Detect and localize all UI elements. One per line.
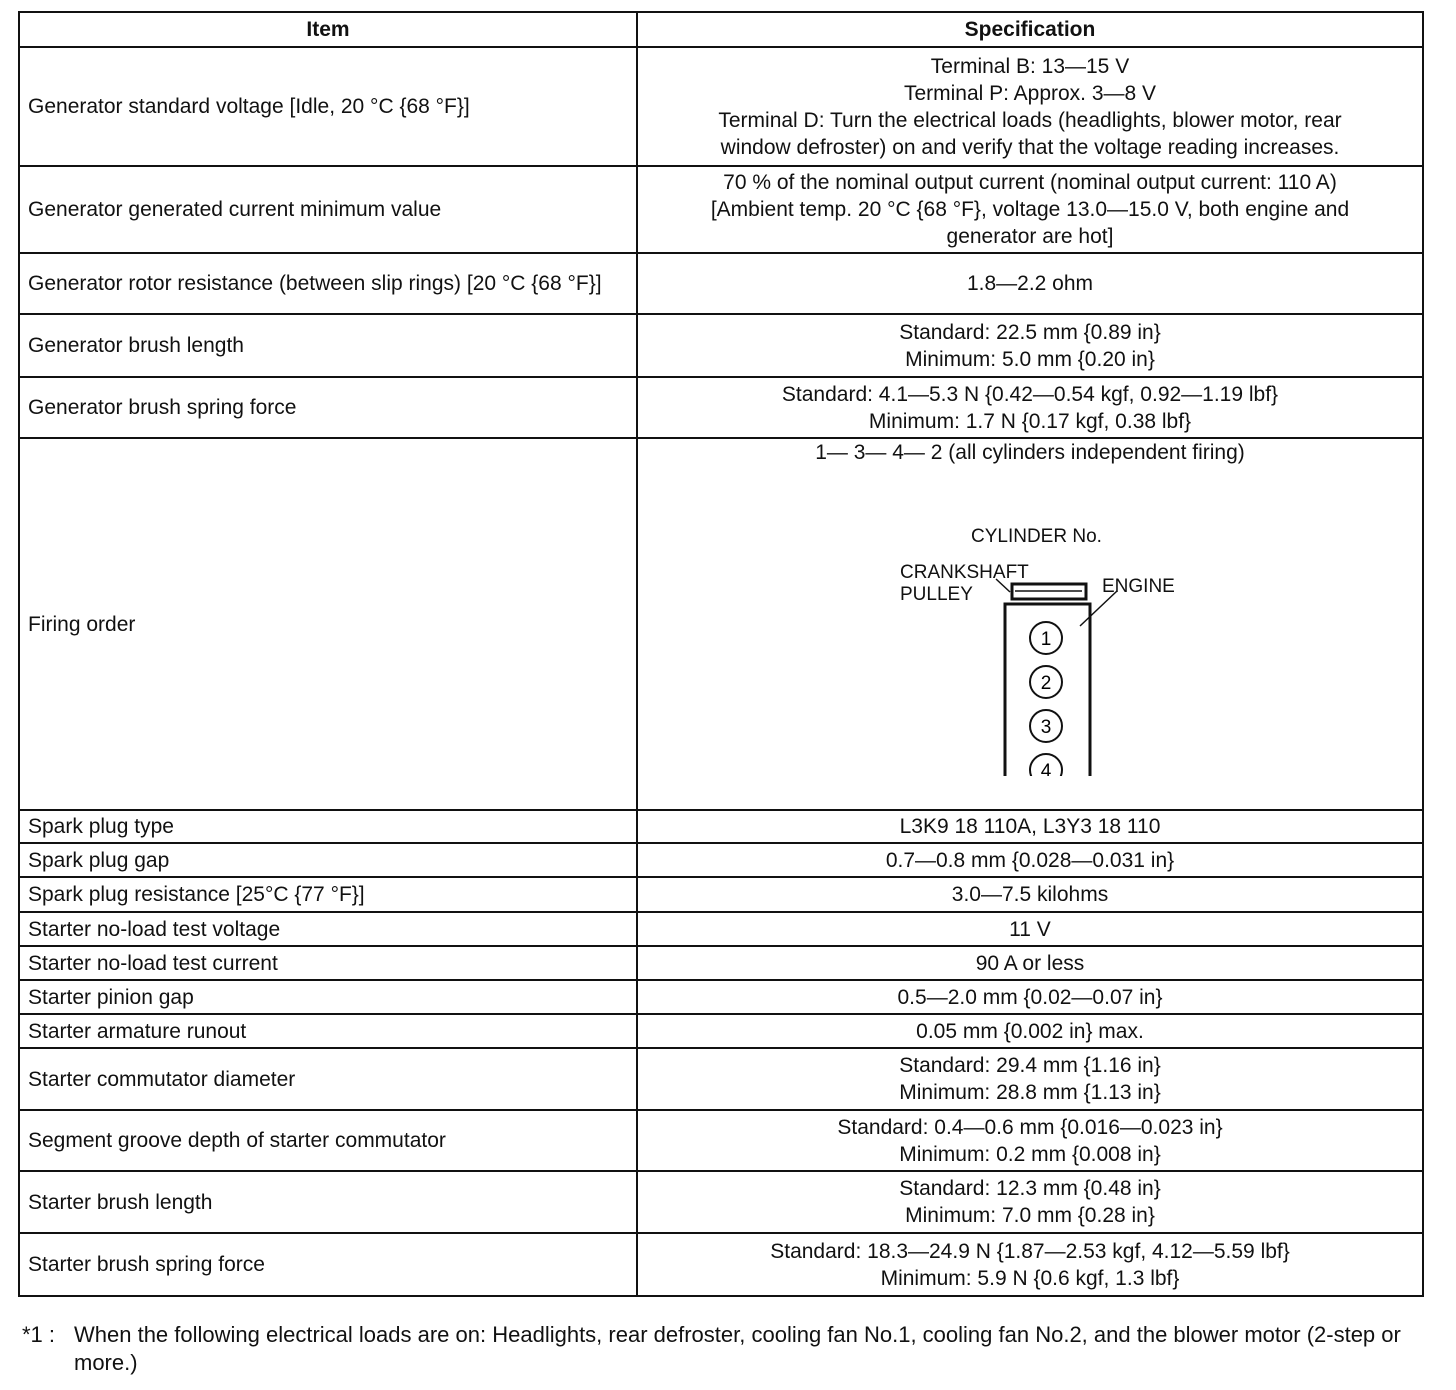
spec-line: 1.8—2.2 ohm: [966, 272, 1094, 295]
spec-cell: [637, 1171, 1423, 1233]
table-row: [19, 438, 1423, 810]
table-row: [19, 946, 1423, 980]
spec-cell: [637, 912, 1423, 946]
table-row: [19, 877, 1423, 912]
spec-line: Standard: 29.4 mm {1.16 in}: [899, 1054, 1161, 1077]
cylinder-number: 3: [1040, 717, 1052, 738]
table-row: [19, 912, 1423, 946]
spec-cell: [637, 1014, 1423, 1048]
table-row: [19, 47, 1423, 166]
item-cell: Generator standard voltage [Idle, 20 °C {68 °F}]: [19, 47, 637, 166]
table-row: [19, 1110, 1423, 1171]
spec-line: 90 A or less: [975, 951, 1085, 975]
spec-line: 0.05 mm {0.002 in} max.: [916, 1019, 1144, 1043]
table-row: [19, 166, 1423, 253]
spec-cell: [637, 377, 1423, 438]
spec-line: Standard: 0.4—0.6 mm {0.016—0.023 in}: [837, 1115, 1223, 1139]
spec-line: window defroster) on and verify that the voltage reading increases.: [720, 135, 1340, 159]
item-cell: Spark plug gap: [19, 843, 637, 877]
footnote: [22, 1321, 1414, 1377]
cylinder-no-label: CYLINDER No.: [971, 526, 1102, 547]
spec-cell: [637, 253, 1423, 314]
item-cell: Firing order: [19, 438, 637, 810]
spec-cell: [637, 314, 1423, 377]
spec-cell: [637, 47, 1423, 166]
item-cell: Starter no-load test current: [19, 946, 637, 980]
spec-cell: [637, 1048, 1423, 1110]
item-cell: Segment groove depth of starter commutator: [19, 1110, 637, 1171]
spec-line: Standard: 18.3—24.9 N {1.87—2.53 kgf, 4.12—5.59 lbf}: [770, 1239, 1290, 1263]
table-row: [19, 377, 1423, 438]
item-cell: Generator generated current minimum value: [19, 166, 637, 253]
spec-cell: [637, 877, 1423, 912]
spec-line: Minimum: 0.2 mm {0.008 in}: [899, 1142, 1161, 1166]
table-row: [19, 253, 1423, 314]
spec-line: 70 % of the nominal output current (nominal output current: 110 A): [723, 171, 1337, 194]
table-row: [19, 314, 1423, 377]
spec-line: 1— 3— 4— 2 (all cylinders independent firing): [815, 441, 1245, 464]
table-header-row: [19, 12, 1423, 47]
spec-line: 0.5—2.0 mm {0.02—0.07 in}: [897, 985, 1163, 1009]
spec-line: Minimum: 5.9 N {0.6 kgf, 1.3 lbf}: [880, 1266, 1180, 1290]
spec-cell: [637, 810, 1423, 843]
item-cell: Starter brush spring force: [19, 1233, 637, 1296]
footnote-text: When the following electrical loads are on: Headlights, rear defroster, cooling fan No.1, cooling fan No.2, and the blower motor (2-step or more.): [74, 1322, 1401, 1375]
firing-order-diagram: [860, 466, 1200, 776]
spec-line: Standard: 12.3 mm {0.48 in}: [899, 1177, 1161, 1200]
spec-line: 3.0—7.5 kilohms: [951, 883, 1109, 906]
spec-line: Terminal P: Approx. 3—8 V: [903, 81, 1157, 105]
item-cell: Generator rotor resistance (between slip rings) [20 °C {68 °F}]: [19, 253, 637, 314]
table-row: [19, 980, 1423, 1014]
item-cell: Starter commutator diameter: [19, 1048, 637, 1110]
spec-line: 11 V: [1009, 917, 1051, 941]
footnote-mark: *1 :: [22, 1322, 56, 1347]
item-cell: Spark plug type: [19, 810, 637, 843]
cylinder-number: 4: [1040, 761, 1052, 776]
cylinder-number: 1: [1040, 629, 1052, 650]
spec-line: generator are hot]: [946, 225, 1114, 248]
spec-line: L3K9 18 110A, L3Y3 18 110: [899, 815, 1161, 838]
spec-line: Terminal D: Turn the electrical loads (headlights, blower motor, rear: [718, 108, 1342, 132]
spec-cell: [637, 1233, 1423, 1296]
item-cell: Starter no-load test voltage: [19, 912, 637, 946]
spec-cell: [637, 438, 1423, 810]
item-cell: Spark plug resistance [25°C {77 °F}]: [19, 877, 637, 912]
engine-block-drawing: [860, 466, 1200, 776]
spec-line: Minimum: 1.7 N {0.17 kgf, 0.38 lbf}: [868, 409, 1192, 433]
header-specification: Specification: [637, 12, 1423, 47]
spec-cell: [637, 166, 1423, 253]
spec-cell: [637, 1110, 1423, 1171]
spec-line: Minimum: 28.8 mm {1.13 in}: [899, 1081, 1161, 1104]
spec-line: Minimum: 7.0 mm {0.28 in}: [905, 1204, 1155, 1227]
spec-cell: [637, 980, 1423, 1014]
item-cell: Generator brush spring force: [19, 377, 637, 438]
spec-cell: [637, 946, 1423, 980]
table-row: [19, 843, 1423, 877]
table-row: [19, 810, 1423, 843]
spec-cell: [637, 843, 1423, 877]
specification-table: [18, 11, 1424, 1297]
spec-line: Standard: 4.1—5.3 N {0.42—0.54 kgf, 0.92—1.19 lbf}: [781, 382, 1279, 406]
item-cell: Starter armature runout: [19, 1014, 637, 1048]
crankshaft-pulley-label: CRANKSHAFT PULLEY: [900, 562, 1029, 605]
cylinder-number: 2: [1040, 673, 1052, 694]
spec-line: Standard: 22.5 mm {0.89 in}: [899, 320, 1161, 344]
item-cell: Starter brush length: [19, 1171, 637, 1233]
item-cell: Generator brush length: [19, 314, 637, 377]
spec-line: Terminal B: 13—15 V: [930, 54, 1130, 78]
engine-label: ENGINE: [1102, 576, 1175, 597]
spec-line: Minimum: 5.0 mm {0.20 in}: [905, 347, 1155, 371]
spec-line: 0.7—0.8 mm {0.028—0.031 in}: [885, 848, 1175, 872]
header-item: Item: [19, 12, 637, 47]
item-cell: Starter pinion gap: [19, 980, 637, 1014]
table-row: [19, 1048, 1423, 1110]
table-row: [19, 1171, 1423, 1233]
table-row: [19, 1233, 1423, 1296]
spec-line: [Ambient temp. 20 °C {68 °F}, voltage 13.0—15.0 V, both engine and: [710, 198, 1350, 221]
table-row: [19, 1014, 1423, 1048]
